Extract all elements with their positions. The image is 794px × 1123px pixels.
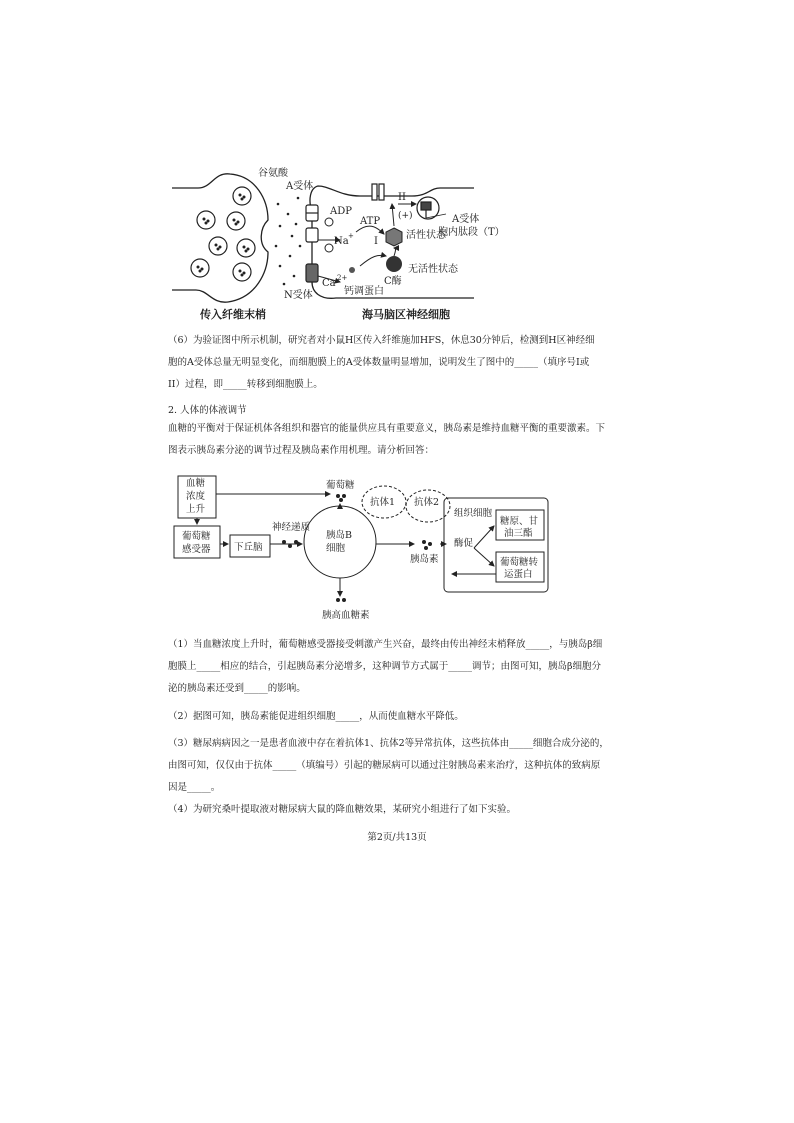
q6-line: 胞的A受体总量无明显变化，而细胞膜上的A受体数量明显增加，说明发生了图中的_____（填序号I或 [168, 357, 590, 368]
a-receptor-top [372, 184, 384, 200]
q3-line: 由图可知，仅仅由于抗体_____（填编号）引起的糖尿病可以通过注射胰岛素来治疗，这种抗体的致病原 [168, 760, 601, 771]
label-intracellular-segment: 胞内肽段（T） [438, 227, 505, 238]
label-na-sup: + [348, 232, 354, 240]
q1-line: 胞膜上_____相应的结合，引起胰岛素分泌增多，这种调节方式属于_____调节；由图可知，胰岛β细胞分 [168, 661, 601, 672]
label-neurotransmitter: 神经递质 [272, 522, 311, 533]
label-transporter: 运蛋白 [504, 569, 533, 580]
question-2 [168, 706, 628, 728]
page-number: 第2页/共13页 [367, 832, 427, 843]
label-glycogen: 油三酯 [504, 528, 533, 539]
question-3 [168, 733, 628, 799]
synapse-figure [0, 0, 794, 330]
label-i: I [374, 236, 378, 247]
n-receptor [306, 264, 318, 282]
label-calmodulin: 钙调蛋白 [344, 286, 384, 297]
intro-line: 血糖的平衡对于保证机体各组织和器官的能量供应具有重要意义，胰岛素是维持血糖平衡的重要激素。下 [168, 423, 606, 434]
label-a-receptor-right: A受体 [452, 214, 480, 225]
label-active: 活性状态 [406, 230, 446, 241]
inactive-enzyme [386, 256, 402, 272]
calmodulin-shape [349, 267, 355, 273]
label-insulin: 胰岛素 [410, 554, 439, 565]
label-atp: ATP [360, 216, 381, 227]
label-c-enzyme: C酶 [384, 276, 402, 287]
q6-line: （6）为验证图中所示机制，研究者对小鼠H区传入纤维施加HFS，休息30分钟后，检测到H区神经细 [168, 335, 595, 346]
label-inactive: 无活性状态 [408, 264, 458, 275]
label-antibody-2: 抗体2 [414, 497, 440, 508]
label-glutamate: 谷氨酸 [258, 168, 288, 179]
q1-line: 泌的胰岛素还受到_____的影响。 [168, 683, 306, 694]
question-6 [168, 330, 628, 396]
label-antibody-1: 抗体1 [370, 497, 396, 508]
label-adp: ADP [330, 206, 352, 217]
label-hypothalamus: 下丘脑 [234, 542, 263, 553]
intro-line: 图表示胰岛素分泌的调节过程及胰岛素作用机理。请分析回答： [168, 445, 435, 456]
label-glycogen: 糖原、甘 [500, 516, 539, 527]
q3-line: 因是_____。 [168, 782, 221, 793]
label-blood-sugar-up: 血糖 [186, 478, 206, 489]
label-ca: Ca [322, 278, 336, 289]
q6-line: II）过程，即_____转移到细胞膜上。 [168, 379, 323, 390]
label-na: Na [334, 236, 349, 247]
label-tissue-cell: 组织细胞 [454, 508, 493, 519]
label-transporter: 葡萄糖转 [500, 557, 539, 568]
section-heading: 2. 人体的体液调节 [168, 405, 247, 416]
label-blood-sugar-up: 浓度 [186, 491, 206, 502]
vesicles [191, 187, 255, 281]
label-islet-b-cell: 细胞 [326, 543, 346, 554]
label-enzyme-promote: 酶促 [454, 538, 474, 549]
label-a-receptor: A受体 [286, 181, 314, 192]
active-enzyme [386, 228, 402, 246]
caption-afferent-terminal: 传入纤维末梢 [200, 308, 266, 321]
caption-hippocampal-neuron: 海马脑区神经细胞 [362, 308, 450, 321]
label-ca-sup: 2+ [337, 274, 348, 282]
section-intro [168, 418, 628, 462]
label-glucagon: 胰高血糖素 [322, 610, 370, 621]
glutamate-dots [275, 197, 302, 286]
label-plus: (+) [398, 211, 413, 221]
label-glucose-receptor: 葡萄糖 [182, 531, 211, 542]
label-islet-b-cell: 胰岛B [326, 530, 352, 541]
question-1 [168, 634, 628, 700]
q1-line: （1）当血糖浓度上升时，葡萄糖感受器接受刺激产生兴奋，最终由传出神经末梢释放_____，与胰岛β细 [168, 639, 603, 650]
q2-line: （2）据图可知，胰岛素能促进组织细胞_____，从而使血糖水平降低。 [168, 711, 464, 722]
label-n-receptor: N受体 [284, 290, 313, 301]
label-glucose-receptor: 感受器 [182, 544, 211, 555]
q4-line: （4）为研究桑叶提取液对糖尿病大鼠的降血糖效果，某研究小组进行了如下实验。 [168, 804, 517, 815]
label-blood-sugar-up: 上升 [186, 504, 206, 515]
q3-line: （3）糖尿病病因之一是患者血液中存在着抗体1、抗体2等异常抗体，这些抗体由_____细胞合成分泌的， [168, 738, 609, 749]
insulin-regulation-figure [0, 458, 794, 628]
label-ii: II [398, 192, 406, 203]
label-glucose: 葡萄糖 [326, 480, 355, 491]
question-4 [168, 799, 628, 821]
